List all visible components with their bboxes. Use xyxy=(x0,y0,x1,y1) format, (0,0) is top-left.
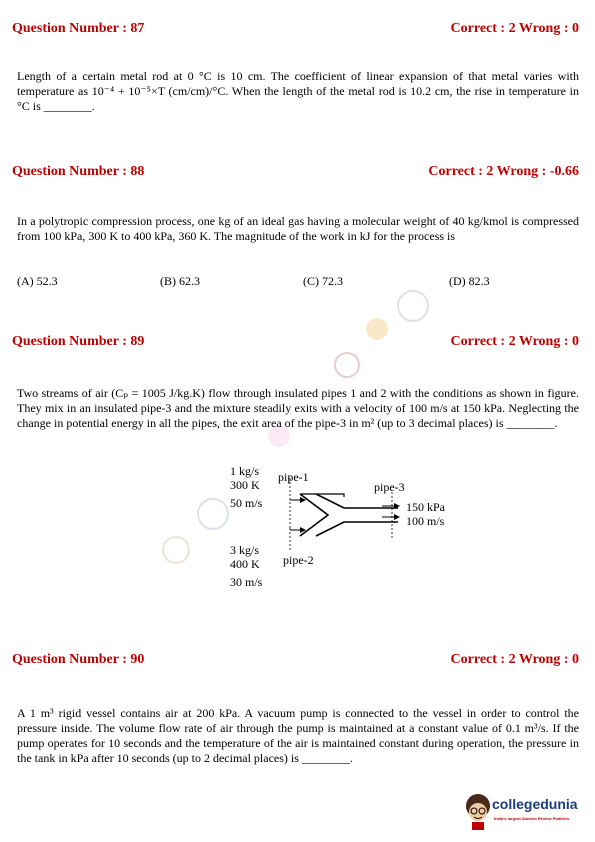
logo-wordmark: collegedunia xyxy=(492,796,578,812)
option-b[interactable]: (B) 62.3 xyxy=(160,274,200,288)
question-marks: Correct : 2 Wrong : -0.66 xyxy=(428,164,579,179)
exit-conditions: 150 kPa 100 m/s xyxy=(406,500,445,528)
question-87-text: Length of a certain metal rod at 0 °C is 10 cm. The coefficient of linear expansion of that metal varies with temperature as 10⁻⁴ + 10⁻⁵×T (cm/cm)/°C. When the length of the metal rod is 10.2 cm, the rise in temperature in °C is ________. xyxy=(17,69,579,113)
pipe2-conditions: 3 kg/s 400 K 30 m/s xyxy=(230,543,263,589)
question-number: Question Number : 88 xyxy=(12,164,145,179)
question-marks: Correct : 2 Wrong : 0 xyxy=(450,334,579,349)
question-number: Question Number : 89 xyxy=(12,334,145,349)
option-a[interactable]: (A) 52.3 xyxy=(17,274,58,288)
question-89-text: Two streams of air (Cₚ = 1005 J/kg.K) flow through insulated pipes 1 and 2 with the conditions as shown in figure. They mix in an insulated pipe-3 and the mixture steadily exits with a velocity of 100 m/s at 150 kPa. Neglecting the change in potential energy in all the pipes, the exit area of the pipe-3 in m² (up to 3 decimal places) is ________. xyxy=(17,386,579,430)
pipe2-label: pipe-2 xyxy=(283,553,314,567)
question-marks: Correct : 2 Wrong : 0 xyxy=(450,652,579,667)
question-number: Question Number : 90 xyxy=(12,652,145,667)
option-c[interactable]: (C) 72.3 xyxy=(303,274,343,288)
collegedunia-logo xyxy=(464,792,588,832)
logo-tagline: India's largest Student Review Platform xyxy=(494,816,569,821)
question-88-text: In a polytropic compression process, one kg of an ideal gas having a molecular weight of 40 kg/kmol is compressed from 100 kPa, 300 K to 400 kPa, 360 K. The magnitude of the work in kJ for the process is xyxy=(17,214,579,243)
pipe1-label: pipe-1 xyxy=(278,470,309,484)
question-90-header xyxy=(12,652,579,668)
pipe1-conditions: 1 kg/s 300 K 50 m/s xyxy=(230,464,263,510)
question-number: Question Number : 87 xyxy=(12,21,145,36)
pipe3-label: pipe-3 xyxy=(374,480,405,494)
question-90-text: A 1 m³ rigid vessel contains air at 200 kPa. A vacuum pump is connected to the vessel in order to control the pressure inside. The volume flow rate of air through the pump is maintained at a constant value of 0.1 m³/s. If the pump operates for 10 seconds and the temperature of the air is maintained constant during operation, the pressure in the tank in kPa after 10 seconds (up to 2 decimal places) is ________. xyxy=(17,706,579,765)
option-d[interactable]: (D) 82.3 xyxy=(449,274,490,288)
question-marks: Correct : 2 Wrong : 0 xyxy=(450,21,579,36)
mascot-icon xyxy=(464,792,492,832)
